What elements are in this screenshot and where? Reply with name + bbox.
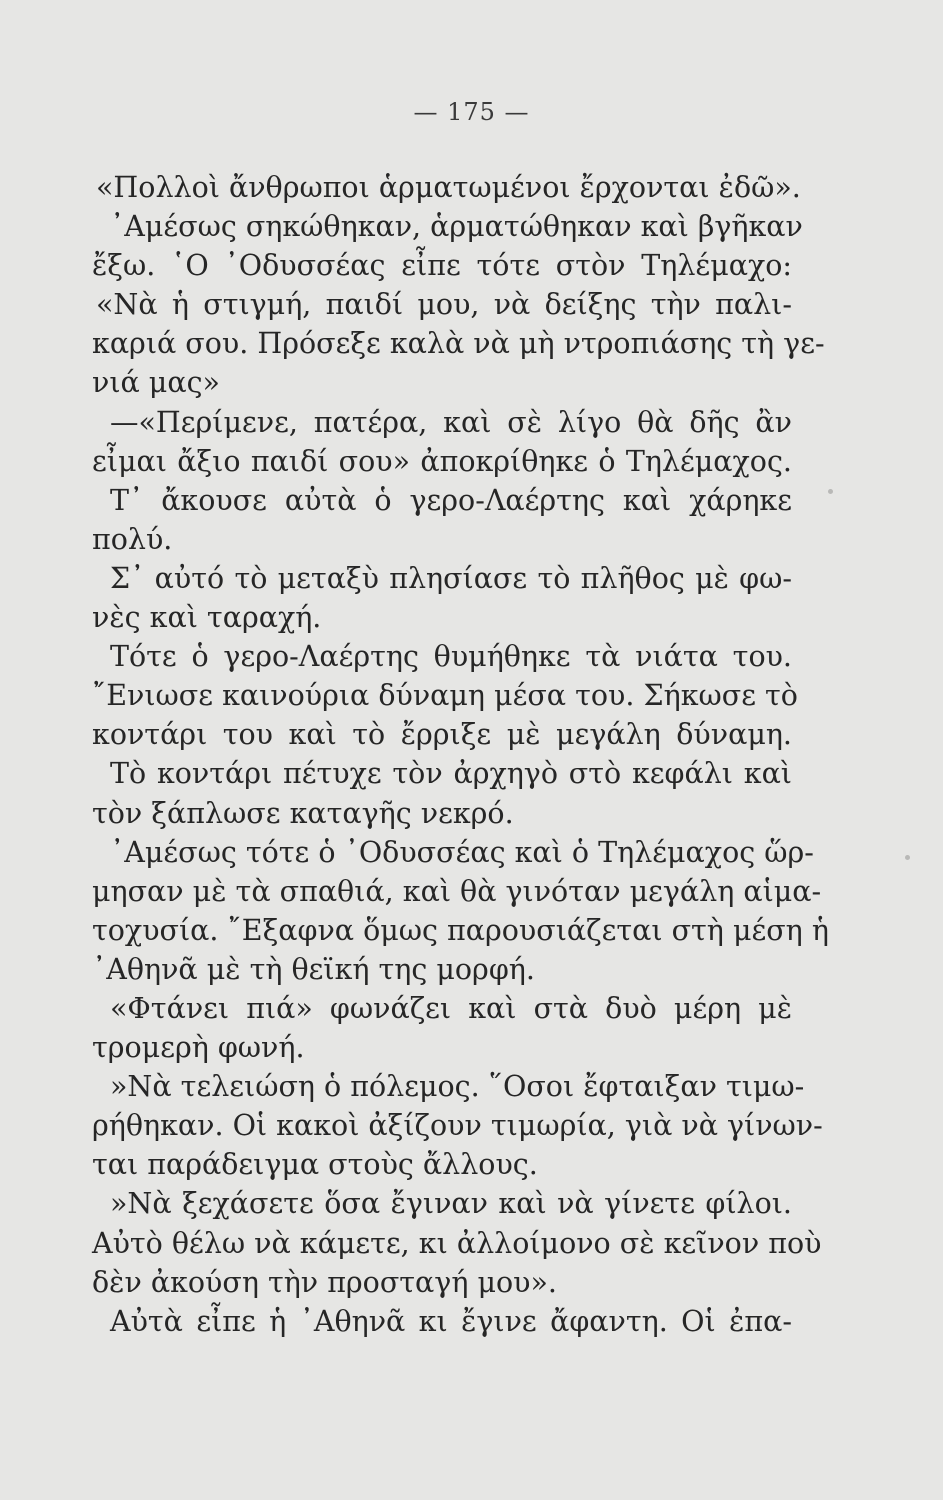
text-line: εἶμαι ἄξιο παιδί σου» ἀποκρίθηκε ὁ Τηλέμαχος. <box>92 444 792 478</box>
text-line: ρήθηκαν. Οἱ κακοὶ ἀξίζουν τιμωρία, γιὰ νὰ γίνων- <box>92 1109 823 1143</box>
text-line: καριά σου. Πρόσεξε καλὰ νὰ μὴ ντροπιάσης τὴ γε- <box>92 327 825 361</box>
text-line: νὲς καὶ ταραχή. <box>92 601 322 635</box>
text-line: δὲν ἀκούση τὴν προσταγή μου». <box>92 1265 557 1299</box>
text-line: »Νὰ ξεχάσετε ὅσα ἔγιναν καὶ νὰ γίνετε φίλοι. <box>110 1187 792 1221</box>
text-line: τοχυσία. ῎Εξαφνα ὅμως παρουσιάζεται στὴ μέση ἡ <box>92 913 829 947</box>
text-line: μησαν μὲ τὰ σπαθιά, καὶ θὰ γινόταν μεγάλη αἱμα- <box>92 874 822 908</box>
text-line: ᾿Αμέσως σηκώθηκαν, ἁρματώθηκαν καὶ βγῆκαν <box>110 210 803 244</box>
text-line: »Νὰ τελειώση ὁ πόλεμος. ῞Οσοι ἔφταιξαν τιμω- <box>110 1070 805 1104</box>
text-line: Σ᾿ αὐτό τὸ μεταξὺ πλησίασε τὸ πλῆθος μὲ φω- <box>110 561 792 595</box>
text-line: —«Περίμενε, πατέρα, καὶ σὲ λίγο θὰ δῆς ἂν <box>110 405 792 439</box>
text-line: Αὐτὸ θέλω νὰ κάμετε, κι ἀλλοίμονο σὲ κεῖνον ποὺ <box>92 1226 822 1260</box>
page-number: — 175 — <box>413 98 530 126</box>
text-line: ῎Ενιωσε καινούρια δύναμη μέσα του. Σήκωσε τὸ <box>92 679 798 713</box>
text-line: «Πολλοὶ ἄνθρωποι ἁρματωμένοι ἔρχονται ἐδῶ». <box>96 171 801 204</box>
text-line: ται παράδειγμα στοὺς ἄλλους. <box>92 1148 538 1182</box>
text-line: ἔξω. ῾Ο ᾿Οδυσσέας εἶπε τότε στὸν Τηλέμαχο: <box>92 249 792 283</box>
text-line: ᾿Αμέσως τότε ὁ ᾿Οδυσσέας καὶ ὁ Τηλέμαχος ὥρ- <box>110 835 814 869</box>
text-line: ᾿Αθηνᾶ μὲ τὴ θεϊκή της μορφή. <box>92 952 535 986</box>
text-line: Τότε ὁ γερο-Λαέρτης θυμήθηκε τὰ νιάτα του. <box>110 640 792 674</box>
text-line: κοντάρι του καὶ τὸ ἔρριξε μὲ μεγάλη δύναμη. <box>92 718 792 752</box>
text-line: «Νὰ ἡ στιγμή, παιδί μου, νὰ δείξης τὴν παλι- <box>96 288 792 322</box>
text-line: Τὸ κοντάρι πέτυχε τὸν ἀρχηγὸ στὸ κεφάλι καὶ <box>110 757 792 791</box>
text-line: «Φτάνει πιά» φωνάζει καὶ στὰ δυὸ μέρη μὲ <box>110 991 792 1025</box>
text-line: τὸν ξάπλωσε καταγῆς νεκρό. <box>92 796 514 830</box>
text-line: τρομερὴ φωνή. <box>92 1031 305 1065</box>
text-line: Τ᾿ ἄκουσε αὐτὰ ὁ γερο-Λαέρτης καὶ χάρηκε <box>110 483 792 517</box>
text-line: πολύ. <box>92 522 173 556</box>
paper-speck <box>905 855 910 860</box>
body-text <box>92 168 829 1341</box>
text-line: Αὐτὰ εἶπε ἡ ᾿Αθηνᾶ κι ἔγινε ἄφαντη. Οἱ ἐπα- <box>110 1304 792 1338</box>
paper-speck <box>828 489 833 494</box>
text-line: νιά μας» <box>92 366 220 400</box>
